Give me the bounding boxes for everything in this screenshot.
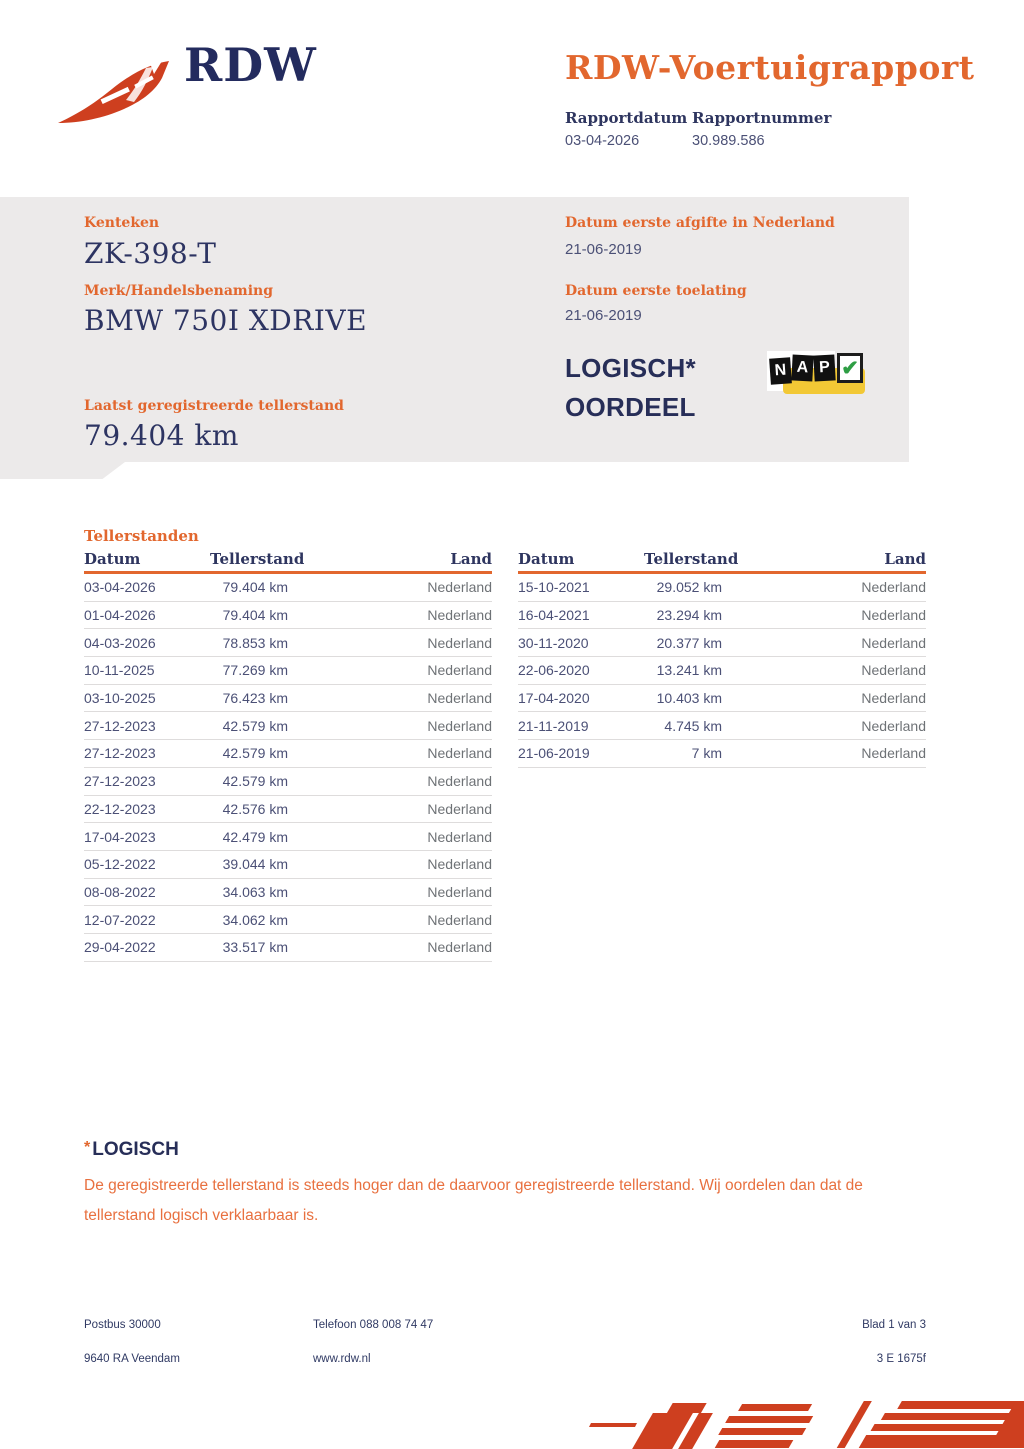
cell-land: Nederland	[861, 662, 926, 679]
table-row	[84, 685, 492, 713]
report-number-label: Rapportnummer	[692, 109, 832, 127]
cell-land: Nederland	[427, 939, 492, 956]
report-number-value: 30.989.586	[692, 133, 765, 149]
table-header	[518, 550, 926, 574]
col-land: Land	[450, 550, 492, 568]
cell-date: 30-11-2020	[518, 634, 589, 651]
cell-date: 08-08-2022	[84, 883, 156, 900]
table-header	[84, 550, 492, 574]
nap-letter-n: N	[769, 357, 792, 384]
col-tellerstand: Tellerstand	[644, 550, 739, 568]
license-value: ZK-398-T	[84, 237, 217, 270]
brand-value: BMW 750I XDRIVE	[84, 304, 368, 337]
cell-land: Nederland	[861, 634, 926, 651]
cell-date: 16-04-2021	[518, 607, 590, 624]
nap-letter-p: P	[813, 354, 835, 381]
table-row	[84, 629, 492, 657]
cell-land: Nederland	[427, 579, 492, 596]
footer-address-line1: Postbus 30000	[84, 1319, 161, 1331]
nap-checkmark-icon: ✔	[837, 353, 863, 383]
cell-land: Nederland	[427, 911, 492, 928]
rdw-logo-text: RDW	[184, 38, 317, 92]
table-row	[84, 823, 492, 851]
footnote-text: De geregistreerde tellerstand is steeds hoger dan de daarvoor geregistreerde tellerstand. Wij oordelen dan dat de tellerstand logisch verklaarbaar is.	[84, 1177, 863, 1224]
table-row	[518, 712, 926, 740]
cell-km: 42.579 km	[222, 745, 288, 762]
table-row	[518, 602, 926, 630]
cell-km: 20.377 km	[656, 634, 722, 651]
table-row	[518, 685, 926, 713]
cell-km: 13.241 km	[656, 662, 722, 679]
col-land: Land	[884, 550, 926, 568]
cell-land: Nederland	[427, 690, 492, 707]
footer-address-line2: 9640 RA Veendam	[84, 1353, 180, 1365]
cell-date: 10-11-2025	[84, 662, 155, 679]
table-row	[518, 740, 926, 768]
cell-km: 42.479 km	[222, 828, 288, 845]
footer-website: www.rdw.nl	[313, 1353, 371, 1365]
cell-land: Nederland	[861, 579, 926, 596]
cell-km: 23.294 km	[656, 607, 722, 624]
cell-land: Nederland	[427, 662, 492, 679]
cell-km: 77.269 km	[222, 662, 288, 679]
cell-km: 79.404 km	[222, 607, 288, 624]
cell-land: Nederland	[427, 856, 492, 873]
cell-land: Nederland	[427, 883, 492, 900]
cell-date: 27-12-2023	[84, 773, 156, 790]
cell-land: Nederland	[427, 773, 492, 790]
table-row	[84, 574, 492, 602]
cell-km: 4.745 km	[664, 717, 722, 734]
cell-land: Nederland	[861, 607, 926, 624]
table-row	[84, 740, 492, 768]
cell-land: Nederland	[427, 717, 492, 734]
cell-date: 05-12-2022	[84, 856, 156, 873]
col-tellerstand: Tellerstand	[210, 550, 305, 568]
table-row	[518, 574, 926, 602]
cell-date: 22-06-2020	[518, 662, 590, 679]
cell-km: 33.517 km	[222, 939, 288, 956]
cell-km: 76.423 km	[222, 690, 288, 707]
odometer-table-right	[518, 550, 926, 768]
asterisk: *	[84, 1139, 91, 1156]
cell-km: 34.063 km	[222, 883, 288, 900]
col-datum: Datum	[518, 550, 575, 568]
table-row	[84, 879, 492, 907]
table-row	[84, 602, 492, 630]
cell-land: Nederland	[861, 745, 926, 762]
last-odometer-value: 79.404 km	[84, 419, 239, 452]
tables-title: Tellerstanden	[84, 527, 199, 545]
cell-date: 17-04-2023	[84, 828, 156, 845]
cell-land: Nederland	[427, 800, 492, 817]
report-date-value: 03-04-2026	[565, 133, 640, 149]
cell-date: 01-04-2026	[84, 607, 156, 624]
cell-date: 21-11-2019	[518, 717, 589, 734]
table-row	[84, 796, 492, 824]
verdict-line1: LOGISCH*	[565, 353, 696, 383]
cell-date: 03-10-2025	[84, 690, 156, 707]
rdw-flag-logo-icon	[50, 50, 180, 132]
cell-land: Nederland	[427, 607, 492, 624]
verdict-text	[565, 349, 696, 427]
rdw-stripes-graphic	[585, 1399, 1024, 1449]
brand-label: Merk/Handelsbenaming	[84, 283, 274, 299]
cell-land: Nederland	[427, 634, 492, 651]
table-row	[84, 851, 492, 879]
footnote-heading	[84, 1139, 179, 1161]
cell-km: 7 km	[691, 745, 722, 762]
cell-land: Nederland	[861, 717, 926, 734]
cell-km: 42.579 km	[222, 773, 288, 790]
cell-km: 78.853 km	[222, 634, 288, 651]
cell-date: 22-12-2023	[84, 800, 156, 817]
report-date-label: Rapportdatum	[565, 109, 688, 127]
license-label: Kenteken	[84, 215, 160, 231]
cell-km: 42.579 km	[222, 717, 288, 734]
cell-date: 04-03-2026	[84, 634, 156, 651]
table-row	[518, 657, 926, 685]
footer-page-number: Blad 1 van 3	[862, 1319, 926, 1331]
cell-km: 39.044 km	[222, 856, 288, 873]
nap-letter-a: A	[791, 354, 813, 381]
cell-date: 03-04-2026	[84, 579, 156, 596]
page-title: RDW-Voertuigrapport	[565, 48, 975, 87]
table-row	[84, 712, 492, 740]
table-row	[84, 768, 492, 796]
cell-km: 10.403 km	[656, 690, 722, 707]
table-row	[84, 657, 492, 685]
table-body	[518, 574, 926, 768]
footer-doc-code: 3 E 1675f	[876, 1353, 926, 1365]
first-admission-label: Datum eerste toelating	[565, 283, 747, 299]
first-issue-value: 21-06-2019	[565, 241, 642, 258]
table-row	[518, 629, 926, 657]
table-body	[84, 574, 492, 962]
first-issue-label: Datum eerste afgifte in Nederland	[565, 215, 835, 231]
footer-phone: Telefoon 088 008 74 47	[313, 1319, 434, 1331]
cell-km: 42.576 km	[222, 800, 288, 817]
cell-date: 27-12-2023	[84, 745, 156, 762]
cell-land: Nederland	[427, 828, 492, 845]
odometer-table-left	[84, 550, 492, 962]
first-admission-value: 21-06-2019	[565, 307, 642, 324]
last-odometer-label: Laatst geregistreerde tellerstand	[84, 398, 344, 414]
cell-land: Nederland	[861, 690, 926, 707]
table-row	[84, 906, 492, 934]
table-row	[84, 934, 492, 962]
cell-date: 27-12-2023	[84, 717, 156, 734]
verdict-line2: OORDEEL	[565, 392, 696, 422]
cell-date: 17-04-2020	[518, 690, 590, 707]
cell-date: 21-06-2019	[518, 745, 590, 762]
cell-land: Nederland	[427, 745, 492, 762]
panel-tail-shape	[0, 462, 125, 479]
cell-date: 12-07-2022	[84, 911, 156, 928]
col-datum: Datum	[84, 550, 141, 568]
cell-km: 29.052 km	[656, 579, 722, 596]
cell-km: 34.062 km	[222, 911, 288, 928]
cell-date: 29-04-2022	[84, 939, 156, 956]
nap-logo	[767, 351, 867, 399]
footnote-title: LOGISCH	[92, 1139, 179, 1160]
cell-date: 15-10-2021	[518, 579, 590, 596]
cell-km: 79.404 km	[222, 579, 288, 596]
